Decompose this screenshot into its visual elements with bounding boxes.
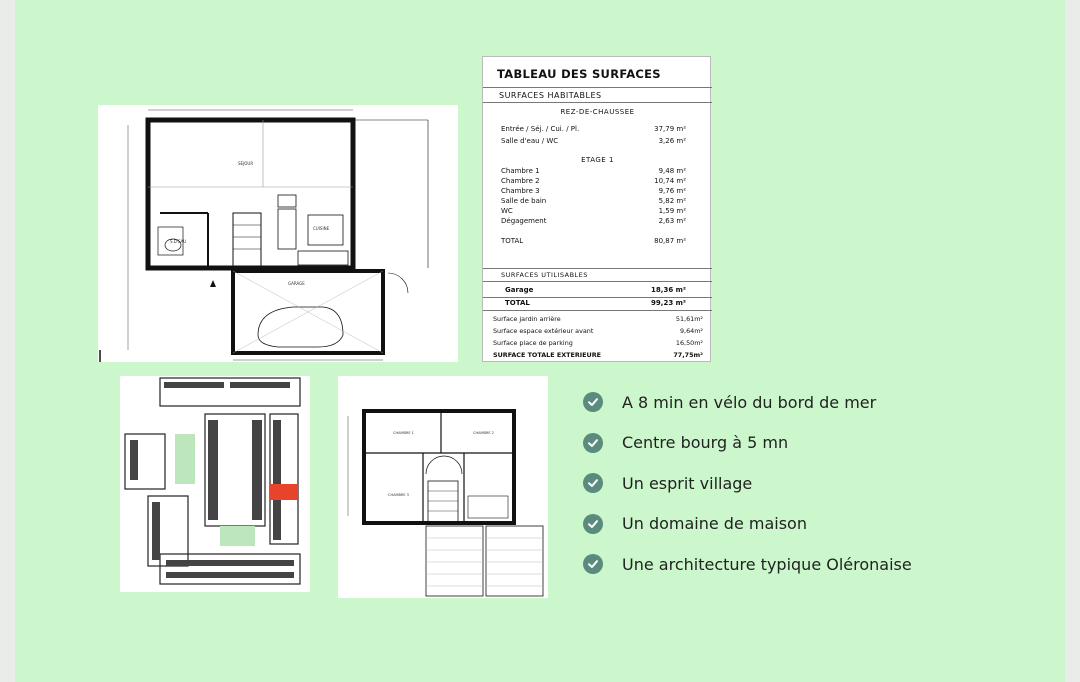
utilisables-title: SURFACES UTILISABLES	[501, 271, 588, 279]
table-row: Entrée / Séj. / Cui. / Pl. 37,79 m²	[501, 125, 686, 133]
site-plan	[120, 376, 310, 592]
total-exterior-row: SURFACE TOTALE EXTERIEURE 77,75m²	[493, 351, 703, 359]
feature-label: Un domaine de maison	[622, 514, 807, 534]
table-row: WC 1,59 m²	[501, 207, 686, 215]
ground-floor-plan	[98, 105, 458, 362]
label-chambre-3: CHAMBRE 3	[388, 493, 409, 497]
label-sde: S.D'EAU	[170, 239, 187, 244]
list-item	[583, 504, 1023, 545]
check-circle-icon	[583, 554, 603, 574]
feature-label: Un esprit village	[622, 473, 753, 493]
first-floor-plan	[338, 376, 548, 598]
etage-title: ETAGE 1	[581, 156, 614, 164]
feature-label: Une architecture typique Oléronaise	[622, 554, 912, 574]
table-row: Salle d'eau / WC 3,26 m²	[501, 137, 686, 145]
list-item	[583, 382, 1023, 423]
garage-row: Garage 18,36 m²	[505, 286, 686, 294]
rdc-title: REZ-DE-CHAUSSEE	[560, 108, 635, 116]
habitable-title: SURFACES HABITABLES	[499, 91, 602, 100]
table-row: Surface jardin arrière 51,61m²	[493, 315, 703, 323]
table-row: Chambre 2 10,74 m²	[501, 177, 686, 185]
check-circle-icon	[583, 433, 603, 453]
label-cuisine: CUISINE	[313, 226, 330, 231]
label-sejour: SEJOUR	[238, 161, 254, 166]
label-chambre-1: CHAMBRE 1	[393, 431, 414, 435]
surface-table	[482, 56, 711, 362]
feature-label: Centre bourg à 5 mn	[622, 433, 789, 453]
check-circle-icon	[583, 392, 603, 412]
total-habitable-row: TOTAL 80,87 m²	[501, 237, 686, 245]
table-row: Chambre 3 9,76 m²	[501, 187, 686, 195]
table-title: TABLEAU DES SURFACES	[497, 67, 661, 81]
list-item	[583, 544, 1023, 585]
check-circle-icon	[583, 514, 603, 534]
highlighted-lot	[270, 484, 298, 500]
table-row: Chambre 1 9,48 m²	[501, 167, 686, 175]
check-circle-icon	[583, 473, 603, 493]
label-garage: GARAGE	[288, 281, 305, 286]
table-row: Surface espace extérieur avant 9,64m²	[493, 327, 703, 335]
feature-list	[583, 382, 1023, 585]
table-row: Dégagement 2,63 m²	[501, 217, 686, 225]
total-row: TOTAL 99,23 m²	[505, 299, 686, 307]
feature-label: A 8 min en vélo du bord de mer	[622, 392, 877, 412]
table-row: Salle de bain 5,82 m²	[501, 197, 686, 205]
table-row: Surface place de parking 16,50m²	[493, 339, 703, 347]
label-chambre-2: CHAMBRE 2	[473, 431, 494, 435]
list-item	[583, 423, 1023, 464]
list-item	[583, 463, 1023, 504]
